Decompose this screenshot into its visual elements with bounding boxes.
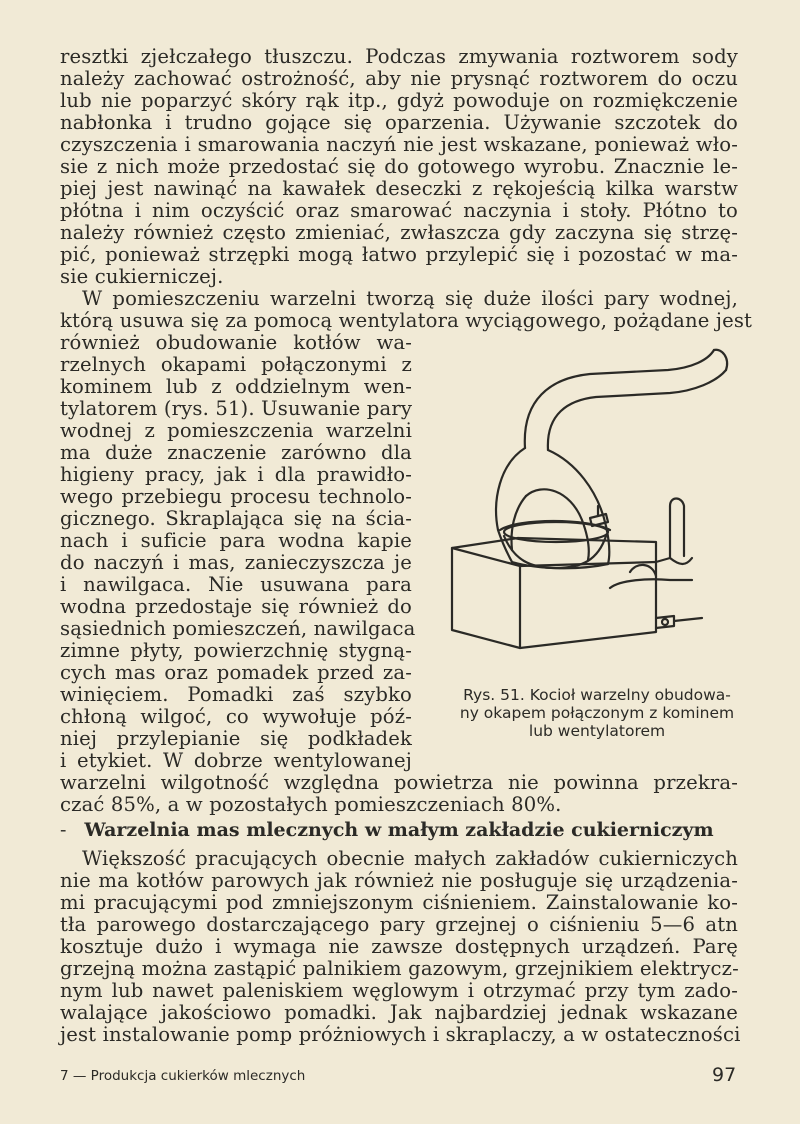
text-line: i nawilgaca. Nie usuwana para — [60, 573, 412, 596]
text-line: nym lub nawet paleniskiem węglowym i otrzymać przy tym zado- — [60, 979, 738, 1002]
text-line: tylatorem (rys. 51). Usuwanie pary — [60, 397, 413, 420]
text-line: higieny pracy, jak i dla prawidło- — [60, 463, 412, 486]
text-line: wodna przedostaje się również do — [60, 595, 412, 618]
text-line: i etykiet. W dobrze wentylowanej — [60, 749, 412, 772]
text-line: wego przebiegu procesu technolo- — [60, 485, 412, 508]
text-line: płótna i nim oczyścić oraz smarować naczynia i stoły. Płótno to — [60, 199, 738, 222]
heading-text: Warzelnia mas mlecznych w małym zakładzie cukierniczym — [84, 819, 714, 841]
text-line: kosztuje dużo i wymaga nie zawsze dostępnych urządzeń. Parę — [60, 935, 738, 958]
text-line: czyszczenia i smarowania naczyń nie jest wskazane, ponieważ wło- — [60, 133, 738, 156]
text-line: nabłonka i trudno gojące się oparzenia. Używanie szczotek do — [60, 111, 738, 134]
text-line: należy również często zmieniać, zwłaszcza gdy zaczyna się strzę- — [60, 221, 738, 244]
text-line: do naczyń i mas, zanieczyszcza je — [60, 551, 412, 574]
text-line: również obudowanie kotłów wa- — [60, 331, 412, 354]
text-line: lub nie poparzyć skóry rąk itp., gdyż powoduje on rozmiękczenie — [60, 89, 738, 112]
text-line: sie z nich może przedostać się do gotowego wyrobu. Znacznie le- — [60, 155, 738, 178]
figure-caption — [424, 686, 770, 740]
section-heading — [60, 818, 714, 842]
text-line: czać 85%, a w pozostałych pomieszczeniach 80%. — [60, 793, 562, 816]
text-line: nach i suficie para wodna kapie — [60, 529, 412, 552]
text-line: niej przylepianie się podkładek — [60, 727, 412, 750]
text-line: nie ma kotłów parowych jak również nie posługuje się urządzenia- — [60, 869, 738, 892]
text-line: walające jakościowo pomadki. Jak najbardziej jednak wskazane — [60, 1001, 738, 1024]
text-line: zimne płyty, powierzchnię stygną- — [60, 639, 412, 662]
text-line: sie cukierniczej. — [60, 265, 224, 288]
running-footer: 7 — Produkcja cukierków mlecznych — [60, 1068, 306, 1084]
caption-line: ny okapem połączonym z kominem — [459, 704, 735, 722]
text-line: piej jest nawinąć na kawałek deseczki z rękojeścią kilka warstw — [60, 177, 738, 200]
boiler-hood-illustration — [430, 330, 760, 682]
text-line: wodnej z pomieszczenia warzelni — [60, 419, 412, 442]
text-line: tła parowego dostarczającego pary grzejnej o ciśnieniu 5—6 atn — [60, 913, 738, 936]
text-line: winięciem. Pomadki zaś szybko — [60, 683, 412, 706]
text-line: należy zachować ostrożność, aby nie prysnąć roztworem do oczu — [60, 67, 738, 90]
text-line: Większość pracujących obecnie małych zakładów cukierniczych — [82, 847, 738, 870]
text-line: resztki zjełczałego tłuszczu. Podczas zmywania roztworem sody — [60, 45, 738, 68]
text-line: jest instalowanie pomp próżniowych i skraplaczy, a w ostateczności — [60, 1023, 741, 1046]
heading-dash: - — [60, 819, 67, 841]
text-line: którą usuwa się za pomocą wentylatora wyciągowego, pożądane jest — [60, 309, 753, 332]
text-line: cych mas oraz pomadek przed za- — [60, 661, 412, 684]
text-line: mi pracującymi pod zmniejszonym ciśnieniem. Zainstalowanie ko- — [60, 891, 738, 914]
caption-line: Rys. 51. Kocioł warzelny obudowa- — [463, 686, 731, 704]
text-line: kominem lub z oddzielnym wen- — [60, 375, 412, 398]
text-line: warzelni wilgotność względna powietrza nie powinna przekra- — [60, 771, 738, 794]
text-line: pić, ponieważ strzępki mogą łatwo przylepić się i pozostać w ma- — [60, 243, 738, 266]
text-line: W pomieszczeniu warzelni tworzą się duże ilości pary wodnej, — [82, 287, 738, 310]
text-line: sąsiednich pomieszczeń, nawilgaca — [60, 617, 416, 640]
text-line: rzelnych okapami połączonymi z — [60, 353, 412, 376]
text-line: ma duże znaczenie zarówno dla — [60, 441, 412, 464]
text-line: gicznego. Skraplająca się na ścia- — [60, 507, 412, 530]
text-line: grzejną można zastąpić palnikiem gazowym, grzejnikiem elektrycz- — [60, 957, 739, 980]
caption-line: lub wentylatorem — [528, 722, 666, 740]
text-line: chłoną wilgoć, co wywołuje póź- — [60, 705, 412, 728]
page-number: 97 — [712, 1064, 737, 1086]
